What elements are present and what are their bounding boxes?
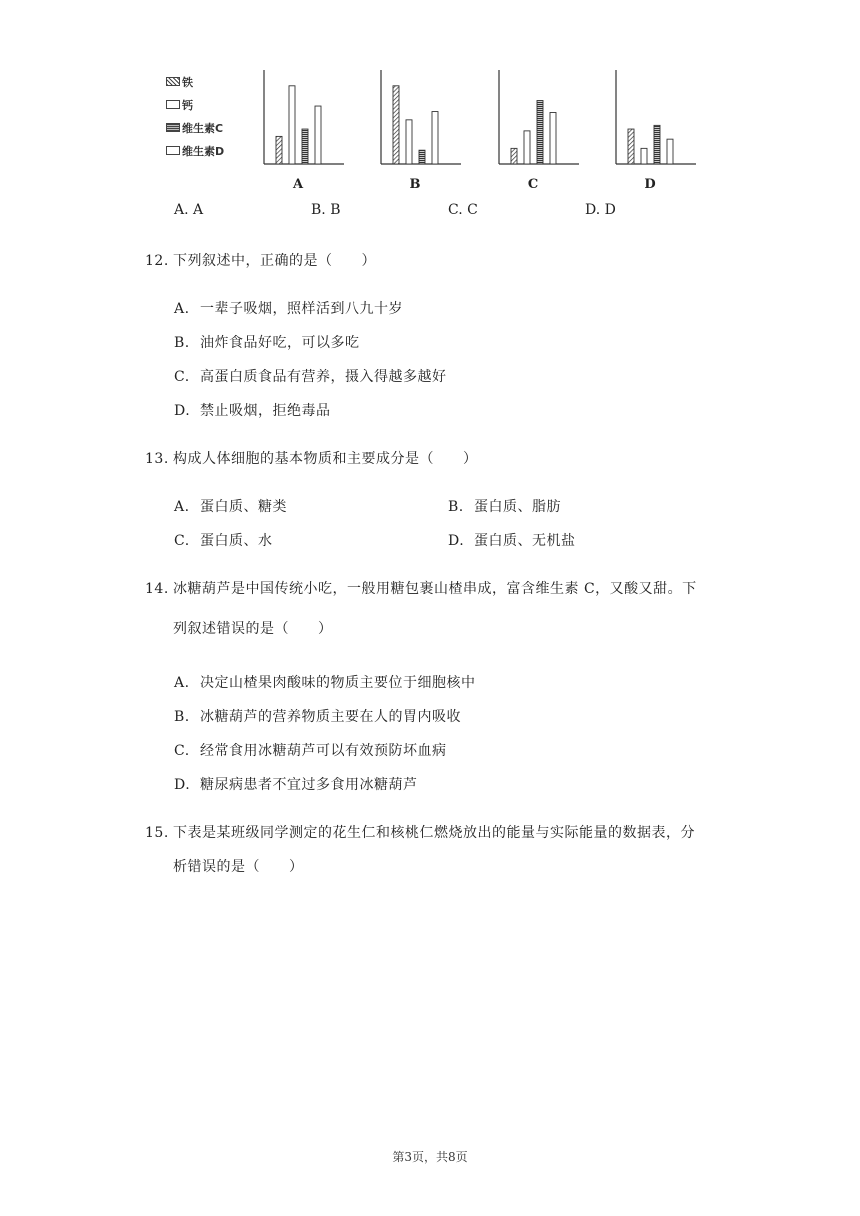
- chart-label: D: [644, 177, 656, 192]
- q11-option-b[interactable]: B. B: [311, 202, 341, 218]
- q12-stem: [145, 250, 376, 270]
- q14-option-c[interactable]: [174, 740, 447, 760]
- bar-D-2: [654, 125, 660, 164]
- question-number: 15.: [145, 825, 169, 841]
- q15-stem-line-1: [145, 822, 695, 842]
- bar-C-0: [511, 148, 517, 164]
- q13-option-b[interactable]: [448, 496, 561, 516]
- bar-charts: [160, 62, 720, 194]
- question-stem: 构成人体细胞的基本物质和主要成分是（ ）: [173, 451, 478, 467]
- q13-option-a[interactable]: [174, 496, 287, 516]
- legend-label: 维生素D: [182, 144, 225, 158]
- q13-option-d[interactable]: [448, 530, 576, 550]
- bar-A-1: [289, 86, 295, 164]
- option-letter: C.: [174, 743, 190, 759]
- question-number: 13.: [145, 451, 169, 467]
- q12-option-a[interactable]: [174, 298, 403, 318]
- option-text: 蛋白质、糖类: [200, 499, 287, 515]
- bar-D-3: [667, 139, 673, 164]
- bar-C-3: [550, 112, 556, 164]
- chart-label: B: [409, 177, 421, 192]
- option-text: 经常食用冰糖葫芦可以有效预防坏血病: [200, 743, 447, 759]
- bar-B-2: [419, 150, 425, 164]
- page-footer: 第3页，共8页: [392, 1150, 468, 1164]
- bar-A-2: [302, 129, 308, 164]
- q14-stem-line-1: [145, 578, 697, 598]
- option-text: 蛋白质、无机盐: [474, 533, 576, 549]
- bar-D-1: [641, 148, 647, 164]
- option-text: 冰糖葫芦的营养物质主要在人的胃内吸收: [200, 709, 461, 725]
- chart-B: [381, 70, 461, 192]
- q14-option-d[interactable]: [174, 774, 418, 794]
- question-stem: 下表是某班级同学测定的花生仁和核桃仁燃烧放出的能量与实际能量的数据表，分: [173, 825, 695, 841]
- q12-option-d[interactable]: [174, 400, 331, 420]
- nutrient-bar-figure: [160, 62, 720, 194]
- option-letter: D.: [174, 777, 191, 793]
- option-text: 糖尿病患者不宜过多食用冰糖葫芦: [200, 777, 418, 793]
- option-text: 决定山楂果肉酸味的物质主要位于细胞核中: [200, 675, 476, 691]
- question-stem: 下列叙述中，正确的是（ ）: [173, 253, 376, 269]
- option-letter: D.: [174, 403, 191, 419]
- bar-B-1: [406, 120, 412, 164]
- option-letter: D.: [448, 533, 465, 549]
- q11-option-c[interactable]: C. C: [448, 202, 478, 218]
- bar-A-0: [276, 136, 282, 164]
- q11-option-d[interactable]: D. D: [585, 202, 616, 218]
- question-number: 14.: [145, 581, 169, 597]
- question-stem: 冰糖葫芦是中国传统小吃，一般用糖包裹山楂串成，富含维生素 C，又酸又甜。下: [173, 581, 697, 597]
- q14-option-b[interactable]: [174, 706, 461, 726]
- option-letter: A.: [174, 499, 190, 515]
- legend-label: 铁: [182, 75, 193, 89]
- option-text: 蛋白质、脂肪: [474, 499, 561, 515]
- option-text: 禁止吸烟，拒绝毒品: [200, 403, 331, 419]
- legend-label: 维生素C: [182, 121, 224, 135]
- option-letter: C.: [174, 369, 190, 385]
- option-letter: A.: [174, 301, 190, 317]
- bar-B-3: [432, 112, 438, 164]
- bar-C-1: [524, 131, 530, 164]
- option-letter: B.: [174, 335, 190, 351]
- option-letter: C.: [174, 533, 190, 549]
- q14-option-a[interactable]: [174, 672, 476, 692]
- bar-A-3: [315, 106, 321, 164]
- q12-option-c[interactable]: [174, 366, 447, 386]
- q12-option-b[interactable]: [174, 332, 360, 352]
- chart-D: [616, 70, 696, 192]
- option-letter: B.: [448, 499, 464, 515]
- bar-D-0: [628, 129, 634, 164]
- chart-A: [264, 70, 344, 192]
- option-text: 蛋白质、水: [200, 533, 273, 549]
- bar-C-2: [537, 101, 543, 164]
- option-text: 一辈子吸烟，照样活到八九十岁: [200, 301, 403, 317]
- option-text: 高蛋白质食品有营养，摄入得越多越好: [200, 369, 447, 385]
- q15-stem-line-2: 析错误的是（ ）: [173, 859, 304, 875]
- chart-C: [499, 70, 579, 192]
- q11-option-a[interactable]: A. A: [174, 202, 204, 218]
- option-letter: B.: [174, 709, 190, 725]
- option-text: 油炸食品好吃，可以多吃: [200, 335, 360, 351]
- q14-stem-line-2: 列叙述错误的是（ ）: [173, 621, 333, 637]
- q13-stem: [145, 448, 478, 468]
- legend-label: 钙: [182, 98, 193, 112]
- bar-B-0: [393, 86, 399, 164]
- chart-label: C: [527, 177, 539, 192]
- option-letter: A.: [174, 675, 190, 691]
- question-number: 12.: [145, 253, 169, 269]
- q13-option-c[interactable]: [174, 530, 273, 550]
- chart-label: A: [292, 177, 304, 192]
